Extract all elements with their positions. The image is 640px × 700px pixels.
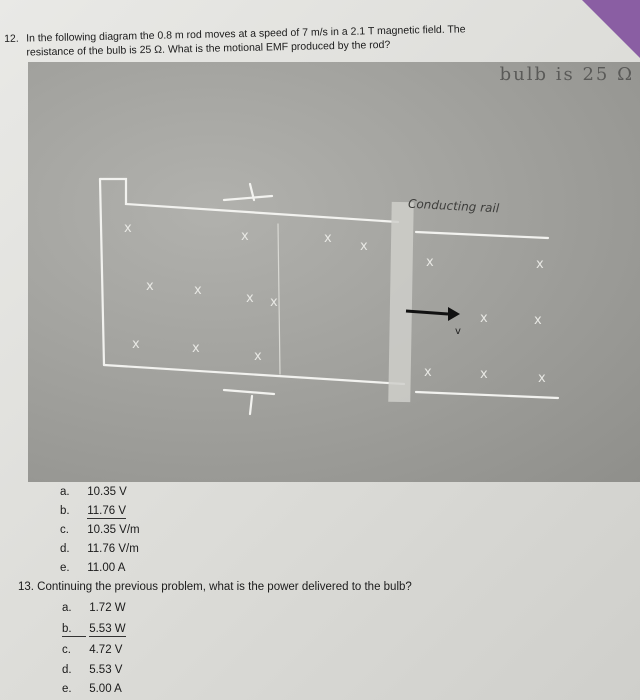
q13-option-e[interactable] [62, 683, 122, 695]
q12-option-a[interactable] [60, 486, 127, 498]
option-letter: e. [62, 683, 72, 695]
svg-text:x: x [241, 229, 249, 244]
option-letter: b. [62, 623, 86, 637]
svg-text:x: x [246, 291, 254, 306]
svg-text:x: x [536, 257, 544, 272]
q13-option-a[interactable] [62, 602, 126, 614]
option-letter: a. [62, 602, 72, 614]
svg-text:x: x [270, 295, 278, 310]
svg-text:x: x [534, 313, 542, 328]
conducting-rail-label: Conducting rail [407, 196, 500, 216]
q12-option-d[interactable] [60, 543, 139, 555]
svg-text:x: x [480, 311, 488, 326]
option-text: 5.00 A [89, 683, 122, 695]
option-text: 11.76 V/m [87, 543, 139, 555]
q13-option-d[interactable] [62, 664, 122, 676]
velocity-label: v [455, 326, 461, 337]
option-text: 1.72 W [89, 602, 126, 614]
q12-option-c[interactable] [60, 524, 140, 536]
q13-option-b[interactable] [62, 623, 126, 637]
option-text: 10.35 V [87, 486, 127, 498]
option-letter: c. [62, 644, 71, 656]
svg-text:x: x [324, 231, 332, 246]
q13-option-c[interactable] [62, 644, 122, 656]
question-12-number: 12. [4, 32, 19, 45]
q12-option-b[interactable] [60, 505, 126, 517]
option-text: 10.35 V/m [87, 524, 140, 536]
svg-text:x: x [480, 367, 488, 382]
svg-text:x: x [426, 255, 434, 270]
option-letter: d. [62, 664, 72, 676]
option-letter: c. [60, 524, 69, 536]
option-letter: e. [60, 562, 70, 574]
option-text: 4.72 V [89, 644, 123, 656]
option-letter: d. [60, 543, 70, 555]
question-12-line-1: In the following diagram the 0.8 m rod moves at a speed of 7 m/s in a 2.1 T magnetic field. The [26, 23, 466, 45]
svg-text:x: x [192, 341, 200, 356]
svg-text:x: x [254, 349, 262, 364]
svg-text:x: x [132, 337, 140, 352]
svg-text:x: x [538, 371, 546, 386]
option-text: 5.53 V [89, 664, 123, 676]
q12-option-e[interactable] [60, 562, 125, 574]
option-text: 11.76 V [87, 505, 126, 517]
svg-text:x: x [360, 239, 368, 254]
question-13-prompt: 13. Continuing the previous problem, what is the power delivered to the bulb? [18, 581, 412, 593]
photo-caption-text: bulb is 25 Ω [499, 64, 634, 85]
option-letter: a. [60, 486, 70, 498]
question-12-line-2: resistance of the bulb is 25 Ω. What is the motional EMF produced by the rod? [26, 38, 391, 59]
option-letter: b. [60, 505, 70, 517]
svg-text:x: x [194, 283, 202, 298]
option-text: 5.53 W [89, 623, 126, 635]
svg-text:x: x [424, 365, 432, 380]
svg-text:x: x [124, 221, 132, 236]
option-text: 11.00 A [87, 562, 126, 574]
svg-text:x: x [146, 279, 154, 294]
